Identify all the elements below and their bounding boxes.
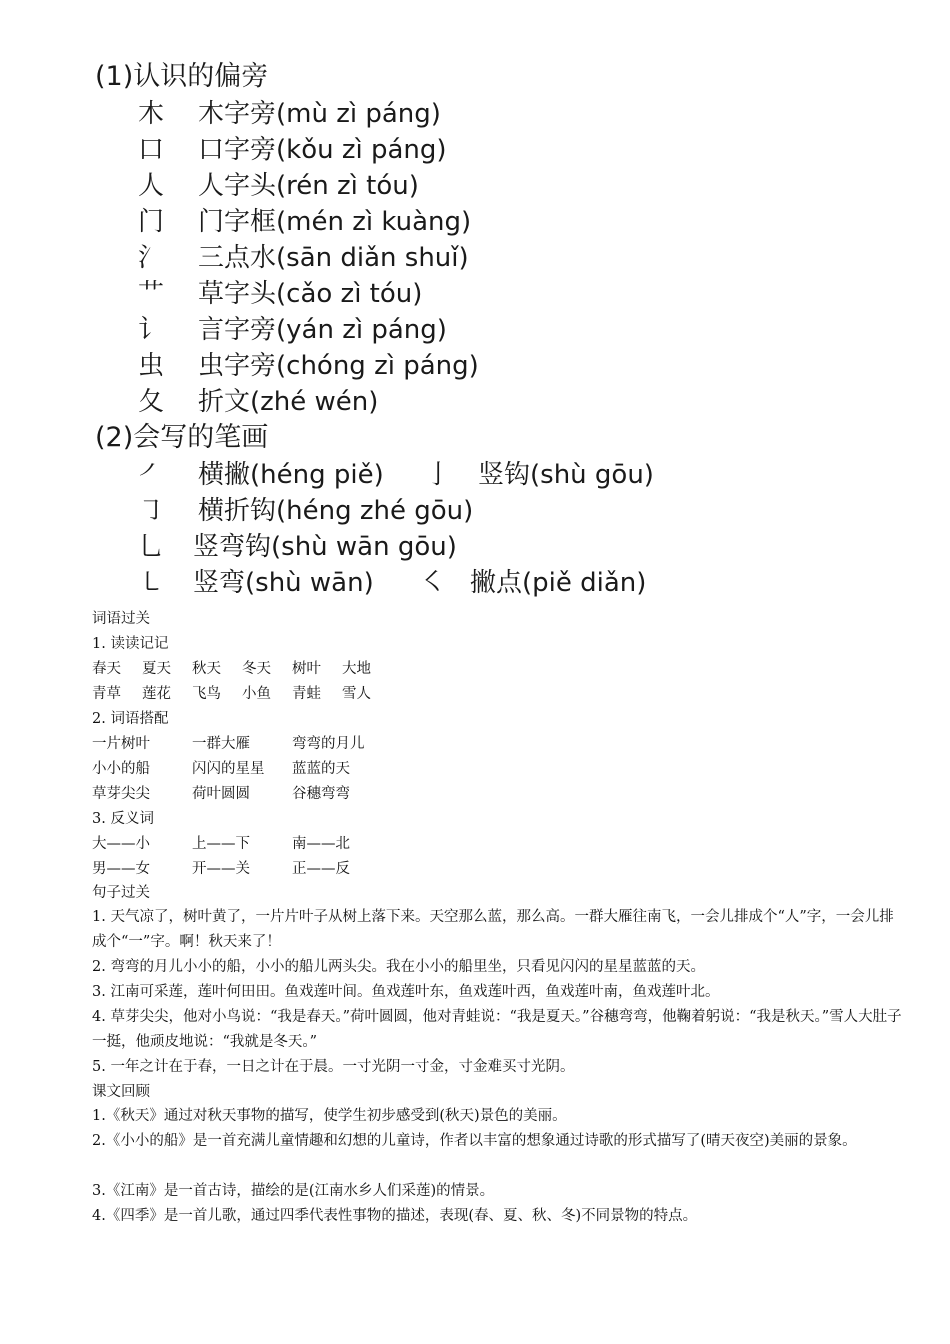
radical-glyph: 艹 [138,279,165,309]
radical-row [0,205,950,239]
words-subheading: 2. 词语搭配 [92,711,169,727]
review-paragraph: 2.《小小的船》是一首充满儿童情趣和幻想的儿童诗，作者以丰富的想象通过诗歌的形式描写了(晴天夜空)美丽的景象。 [92,1133,857,1149]
stroke-glyph: ㇄ [138,568,165,598]
radical-glyph: 口 [138,135,165,165]
radical-glyph: 木 [138,99,165,129]
stroke-glyph: ㇛ [420,568,447,598]
stroke-name: 竖钩(shù gōu) [478,460,654,490]
radical-row [0,313,950,347]
words-subheading: 3. 反义词 [92,811,154,827]
word-cell: 雪人 [342,686,371,702]
word-cell: 秋天 [192,661,221,677]
stroke-glyph: ㇒ [138,460,165,490]
word-cell: 一片树叶 [92,736,150,752]
word-row [92,757,902,781]
review-heading: 课文回顾 [92,1084,150,1100]
word-cell: 春天 [92,661,121,677]
stroke-name: 竖弯(shù wān) [193,568,374,598]
stroke-glyph: ㇆ [138,496,165,526]
word-cell: 蓝蓝的天 [292,761,350,777]
word-cell: 夏天 [142,661,171,677]
radical-name: 虫字旁(chóng zì páng) [198,351,479,381]
word-cell: 莲花 [142,686,171,702]
radical-name: 草字头(cǎo zì tóu) [198,279,423,309]
radical-row [0,241,950,275]
radical-row [0,277,950,311]
word-cell: 弯弯的月儿 [292,736,365,752]
strokes-heading: (2)会写的笔画 [95,422,269,453]
word-cell: 青蛙 [292,686,321,702]
stroke-row [0,566,950,600]
radical-row [0,349,950,383]
stroke-name: 横折钩(héng zhé gōu) [198,496,474,526]
word-cell: 飞鸟 [192,686,221,702]
sentence-paragraph: 4. 草芽尖尖，他对小鸟说：“我是春天。”荷叶圆圆，他对青蛙说：“我是夏天。”谷穗弯弯，他鞠着躬说：“我是秋天。”雪人大肚子一挺，他顽皮地说：“我就是冬天。” [92,1009,902,1050]
word-row [92,857,902,881]
word-row [92,832,902,856]
radical-glyph: 夂 [138,387,165,417]
words-subheading: 1. 读读记记 [92,636,169,652]
radical-row [0,97,950,131]
stroke-row [0,530,950,564]
stroke-glyph: 乚 [138,532,165,562]
radical-glyph: 人 [138,171,165,201]
radical-name: 木字旁(mù zì páng) [198,99,441,129]
sentence-paragraph: 3. 江南可采莲，莲叶何田田。鱼戏莲叶间。鱼戏莲叶东，鱼戏莲叶西，鱼戏莲叶南，鱼戏莲叶北。 [92,984,720,1000]
radical-name: 折文(zhé wén) [198,387,379,417]
sentences-heading: 句子过关 [92,885,150,901]
radical-glyph: 讠 [138,315,165,345]
review-paragraph: 3.《江南》是一首古诗，描绘的是(江南水乡人们采莲)的情景。 [92,1183,495,1199]
word-cell: 男——女 [92,861,150,877]
radical-glyph: 氵 [138,243,165,273]
stroke-row [0,458,950,492]
radical-name: 言字旁(yán zì páng) [198,315,447,345]
word-cell: 草芽尖尖 [92,786,150,802]
radical-row [0,133,950,167]
word-row [92,657,902,681]
sentence-paragraph: 5. 一年之计在于春，一日之计在于晨。一寸光阴一寸金，寸金难买寸光阴。 [92,1059,575,1075]
stroke-name: 横撇(héng piě) [198,460,384,490]
word-cell: 冬天 [242,661,271,677]
word-cell: 荷叶圆圆 [192,786,250,802]
stroke-name: 撇点(piě diǎn) [470,568,647,598]
word-cell: 小小的船 [92,761,150,777]
word-cell: 树叶 [292,661,321,677]
word-cell: 闪闪的星星 [192,761,265,777]
word-cell: 大地 [342,661,371,677]
word-row [92,782,902,806]
radical-glyph: 虫 [138,351,165,381]
radical-name: 口字旁(kǒu zì páng) [198,135,447,165]
radicals-heading: (1)认识的偏旁 [95,61,269,92]
stroke-glyph: 亅 [425,460,452,490]
radical-name: 三点水(sān diǎn shuǐ) [198,243,469,273]
word-cell: 小鱼 [242,686,271,702]
radical-row [0,385,950,419]
review-paragraph: 4.《四季》是一首儿歌，通过四季代表性事物的描述，表现(春、夏、秋、冬)不同景物的特点。 [92,1208,698,1224]
word-cell: 正——反 [292,861,350,877]
radical-name: 人字头(rén zì tóu) [198,171,419,201]
word-row [92,732,902,756]
word-cell: 上——下 [192,836,250,852]
stroke-name: 竖弯钩(shù wān gōu) [193,532,457,562]
sentence-paragraph: 1. 天气凉了，树叶黄了，一片片叶子从树上落下来。天空那么蓝，那么高。一群大雁往南飞，一会儿排成个“人”字，一会儿排成个“一”字。啊！秋天来了！ [92,909,894,950]
words-heading: 词语过关 [92,611,150,627]
word-cell: 大——小 [92,836,150,852]
word-cell: 南——北 [292,836,350,852]
radical-glyph: 门 [138,207,165,237]
stroke-row [0,494,950,528]
sentence-paragraph: 2. 弯弯的月儿小小的船，小小的船儿两头尖。我在小小的船里坐，只看见闪闪的星星蓝蓝的天。 [92,959,705,975]
review-paragraph: 1.《秋天》通过对秋天事物的描写，使学生初步感受到(秋天)景色的美丽。 [92,1108,567,1124]
word-cell: 谷穗弯弯 [292,786,350,802]
word-cell: 青草 [92,686,121,702]
radical-row [0,169,950,203]
word-row [92,682,902,706]
radical-name: 门字框(mén zì kuàng) [198,207,472,237]
word-cell: 一群大雁 [192,736,250,752]
word-cell: 开——关 [192,861,250,877]
